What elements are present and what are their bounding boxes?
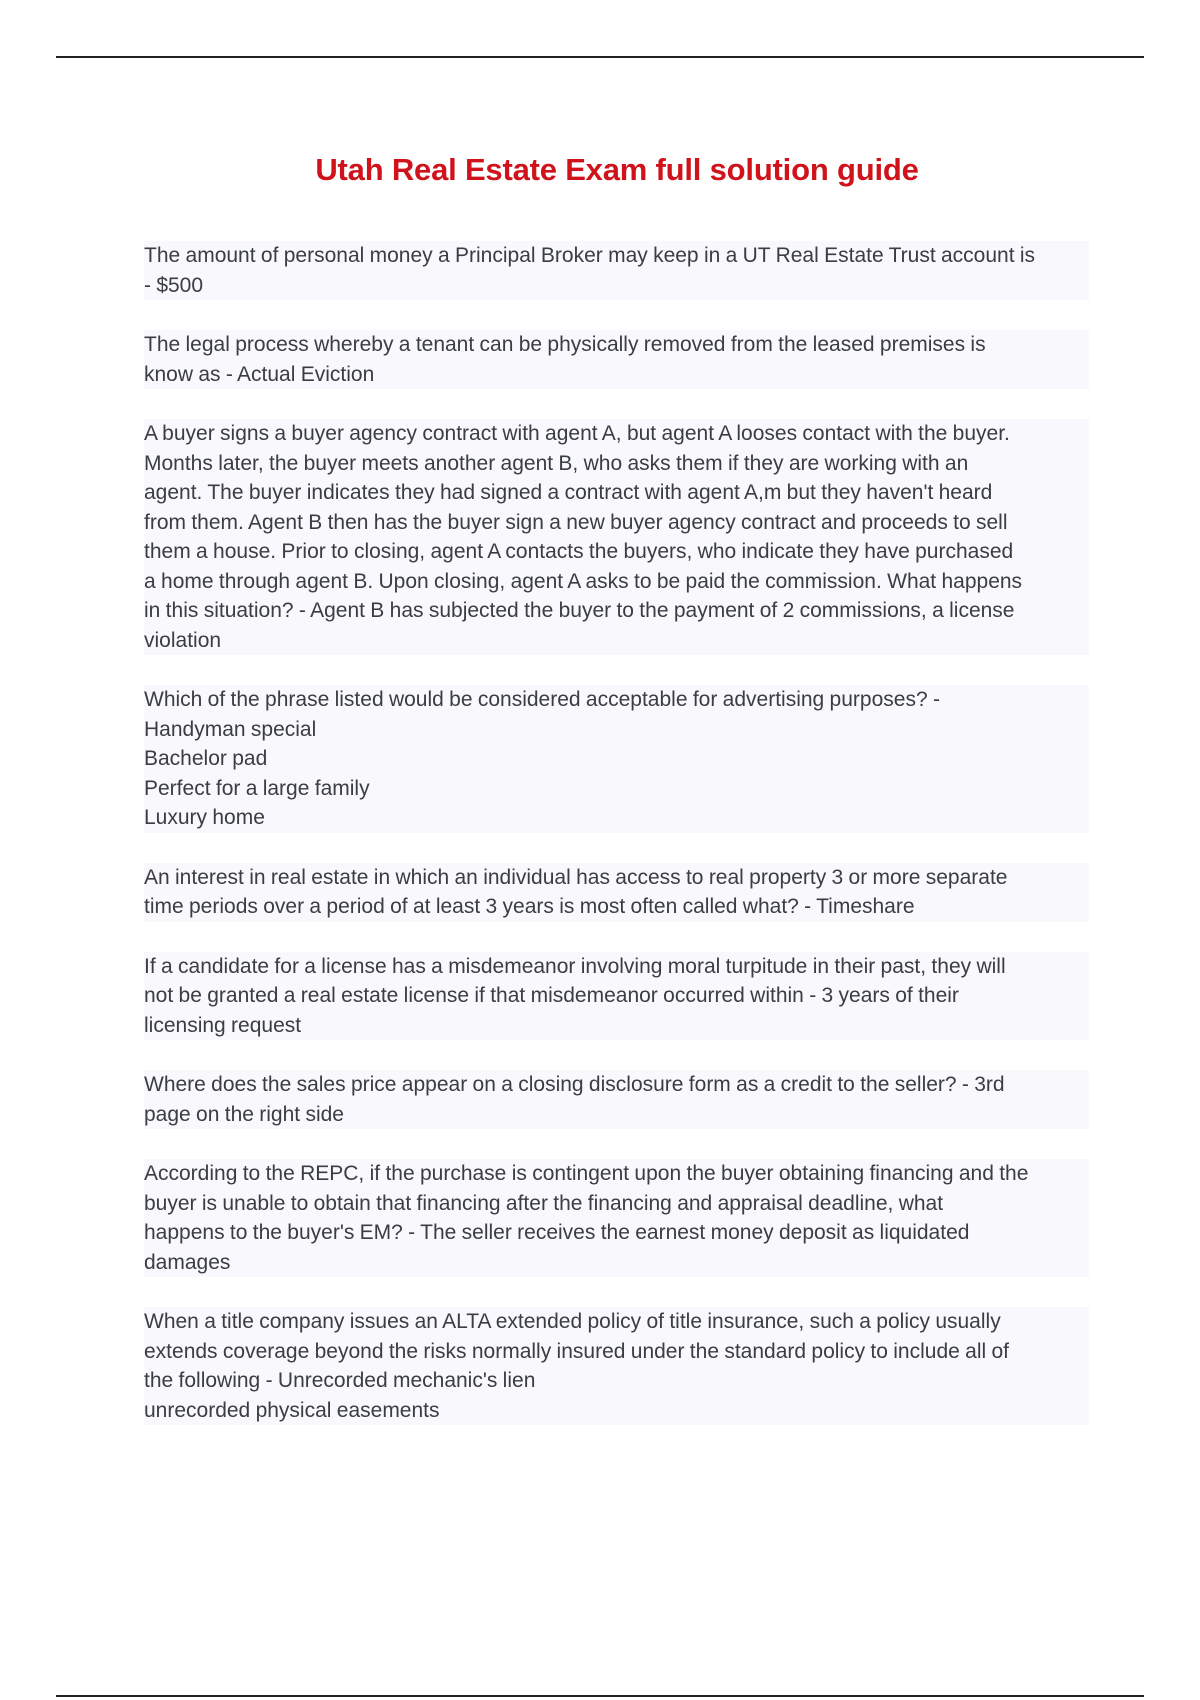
qa-entry <box>144 241 1089 300</box>
qa-entry-line: in this situation? - Agent B has subjected the buyer to the payment of 2 commissions, a license <box>144 599 1015 622</box>
qa-entry-line: When a title company issues an ALTA extended policy of title insurance, such a policy usually <box>144 1310 1001 1333</box>
qa-entry-line: The amount of personal money a Principal Broker may keep in a UT Real Estate Trust account is <box>144 244 1036 267</box>
qa-entry-line: According to the REPC, if the purchase is contingent upon the buyer obtaining financing and the <box>144 1162 1029 1185</box>
qa-entry-line: If a candidate for a license has a misdemeanor involving moral turpitude in their past, they will <box>144 954 1006 978</box>
qa-entry-line: them a house. Prior to closing, agent A contacts the buyers, who indicate they have purchased <box>144 540 1014 563</box>
qa-entry-line: Months later, the buyer meets another agent B, who asks them if they are working with an <box>144 451 969 475</box>
qa-entry-line: time periods over a period of at least 3 years is most often called what? - Timeshare <box>144 895 915 918</box>
qa-entry-line: from them. Agent B then has the buyer sign a new buyer agency contract and proceeds to sell <box>144 510 1008 534</box>
qa-entry-line: licensing request <box>144 1013 302 1037</box>
qa-entry-line: know as - Actual Eviction <box>144 362 375 386</box>
qa-entry-line: Which of the phrase listed would be considered acceptable for advertising purposes? - <box>144 688 940 711</box>
top-rule <box>56 56 1144 58</box>
qa-entry <box>144 419 1089 655</box>
qa-entry-line: Perfect for a large family <box>144 776 370 800</box>
qa-entry-line: buyer is unable to obtain that financing after the financing and appraisal deadline, what <box>144 1191 944 1215</box>
qa-entry-line: extends coverage beyond the risks normally insured under the standard policy to include all of <box>144 1339 1010 1363</box>
qa-entry-line: Bachelor pad <box>144 747 268 770</box>
document-title: Utah Real Estate Exam full solution guide <box>315 152 919 187</box>
qa-entry-line: violation <box>144 628 222 652</box>
qa-entry-line: The legal process whereby a tenant can be physically removed from the leased premises is <box>144 333 986 356</box>
qa-entry-line: page on the right side <box>144 1102 344 1126</box>
qa-entry-line: happens to the buyer's EM? - The seller receives the earnest money deposit as liquidated <box>144 1221 970 1244</box>
qa-entry-line: a home through agent B. Upon closing, agent A asks to be paid the commission. What happens <box>144 569 1023 593</box>
qa-entry-line: - $500 <box>144 273 204 297</box>
document-body <box>144 241 1089 1455</box>
qa-entry <box>144 685 1089 833</box>
qa-entry-line: An interest in real estate in which an individual has access to real property 3 or more separate <box>144 865 1008 889</box>
qa-entry-line: Where does the sales price appear on a closing disclosure form as a credit to the seller? - 3rd <box>144 1073 1005 1096</box>
qa-entry-line: unrecorded physical easements <box>144 1398 440 1422</box>
qa-entry <box>144 330 1089 389</box>
qa-entry <box>144 1307 1089 1425</box>
qa-entry-line: damages <box>144 1250 231 1274</box>
qa-entry <box>144 863 1089 922</box>
qa-entry <box>144 1070 1089 1129</box>
qa-entry-line: the following - Unrecorded mechanic's lien <box>144 1369 536 1392</box>
qa-entry-line: not be granted a real estate license if that misdemeanor occurred within - 3 years of their <box>144 984 959 1007</box>
qa-entry-line: Handyman special <box>144 717 317 741</box>
qa-entry-line: agent. The buyer indicates they had signed a contract with agent A,m but they haven't heard <box>144 481 993 504</box>
qa-entry <box>144 952 1089 1041</box>
qa-entry-line: Luxury home <box>144 806 265 829</box>
qa-entry-line: A buyer signs a buyer agency contract with agent A, but agent A looses contact with the buyer. <box>144 422 1010 445</box>
qa-entry <box>144 1159 1089 1277</box>
bottom-rule <box>56 1695 1144 1697</box>
